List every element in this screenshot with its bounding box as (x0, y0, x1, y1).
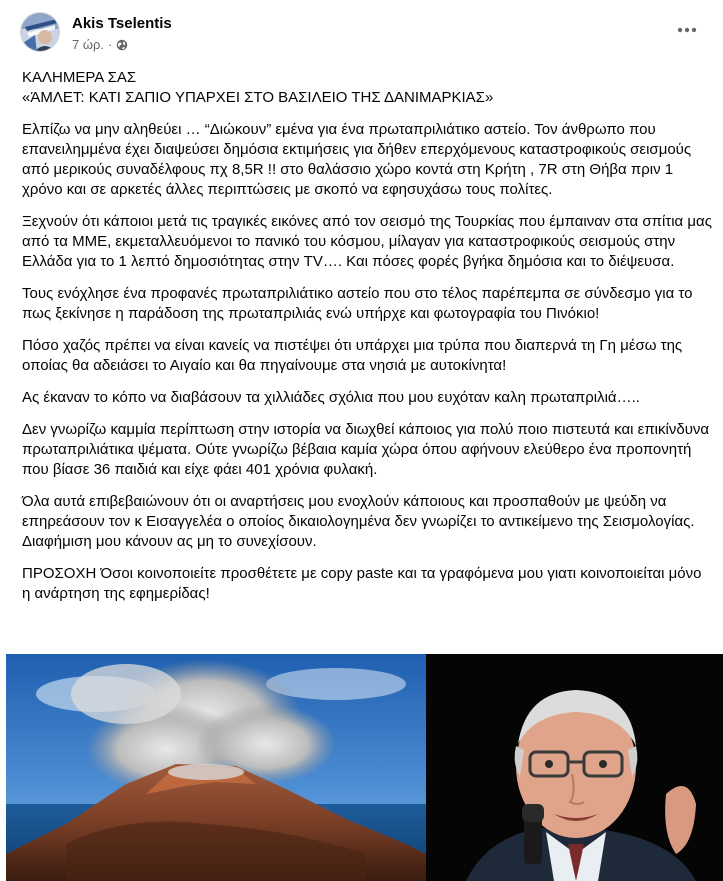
post-quote: «ΆΜΛΕΤ: ΚΑΤΙ ΣΑΠΙΟ ΥΠΑΡΧΕΙ ΣΤΟ ΒΑΣΙΛΕΙΟ ΤΗΣ ΔΑΝΙΜΑΡΚΙΑΣ» (22, 89, 494, 106)
more-options-button[interactable] (673, 20, 701, 40)
post-paragraph: Τους ενόχλησε ένα προφανές πρωταπριλιάτικο αστείο που στο τέλος παρέπεμπα σε σύνδεσμο για το πως ξεκίνησε η παράδοση της πρωταπριλιάς ενώ υπήρχε και φωτογραφία του Πινόκιο! (22, 285, 693, 322)
author-name[interactable]: Akis Tselentis (72, 15, 172, 32)
post-meta (72, 37, 128, 52)
post-greeting: ΚΑΛΗΜΕΡΑ ΣΑΣ (22, 69, 137, 86)
post-paragraph: Ελπίζω να μην αληθεύει … “Διώκουν” εμένα για ένα πρωταπριλιάτικο αστείο. Τον άνθρωπο που επανειλημμένα έχει διαψεύσει δημόσια εκτιμήσεις για δήθεν επερχόμενους καταστροφικούς σεισμούς από μερικούς συναδέλφους πχ 8,5R !! στο θαλάσσιο χώρο κοντά στη Κρήτη , 7R στη Θήβα πριν 1 χρόνο και σε αρκετές άλλες περιπτώσεις με σκοπό να εφησυχάσω τους πολίτες. (22, 121, 692, 198)
avatar-photo-icon (21, 13, 60, 52)
meta-separator: · (108, 37, 113, 52)
post-paragraph: ΠΡΟΣΟΧΗ Όσοι κοινοποιείτε προσθέτετε με copy paste και τα γραφόμενα μου γιατι κοινοποιείται μόνο η ανάρτηση της εφημερίδας! (22, 565, 702, 602)
volcano-photo[interactable] (6, 654, 426, 881)
globe-icon[interactable] (116, 39, 128, 51)
portrait-image (426, 654, 723, 881)
more-dots-icon (677, 27, 697, 33)
post-body (22, 68, 712, 604)
portrait-photo[interactable] (426, 654, 723, 881)
post-time[interactable]: 7 ώρ. (72, 37, 104, 52)
post-paragraph: Ξεχνούν ότι κάποιοι μετά τις τραγικές εικόνες από τον σεισμό της Τουρκίας που έμπαιναν στα σπίτια μας από τα ΜΜΕ, εκμεταλλευόμενοι το πανικό του κόσμου, μίλαγαν για καταστροφικούς σεισμούς στην Ελλάδα για το 1 λεπτό δημοσιότητας στην TV…. Και πόσες φορές βγήκα δημόσια και το διέψευσα. (22, 213, 712, 270)
post-paragraph: Πόσο χαζός πρέπει να είναι κανείς να πιστέψει ότι υπάρχει μια τρύπα που διαπερνά τη Γη μέσω της οποίας θα αδειάσει το Αιγαίο και θα πηγαίνουμε στα νησιά με αυτοκίνητα! (22, 337, 683, 374)
post-images[interactable] (6, 654, 723, 881)
volcano-image (6, 654, 426, 881)
post-paragraph: Ας έκαναν το κόπο να διαβάσουν τα χιλλιάδες σχόλια που μου ευχόταν καλη πρωταπριλιά….. (22, 389, 640, 406)
author-avatar[interactable] (20, 12, 60, 52)
post-paragraph: Όλα αυτά επιβεβαιώνουν ότι οι αναρτήσεις μου ενοχλούν κάποιους και προσπαθούν με ψεύδη να επηρεάσουν τον κ Εισαγγελέα ο οποίος δικαιολογημένα δεν γνωρίζει το αντικείμενο της Σεισμολογίας. Διαφήμιση μου κάνουν ας μη το συνεχίσουν. (22, 493, 695, 550)
post-header (14, 10, 709, 56)
post-paragraph: Δεν γνωρίζω καμμία περίπτωση στην ιστορία να διωχθεί κάποιος για πολύ ποιο πιστευτά και επικίνδυνα πρωταπριλιάτικα ψέματα. Ούτε γνωρίζω βέβαια καμία χώρα όπου αφήνουν ελεύθερο ένα προπονητή που βίασε 36 παιδιά και είχε φάει 401 χρόνια φυλακή. (22, 421, 710, 478)
